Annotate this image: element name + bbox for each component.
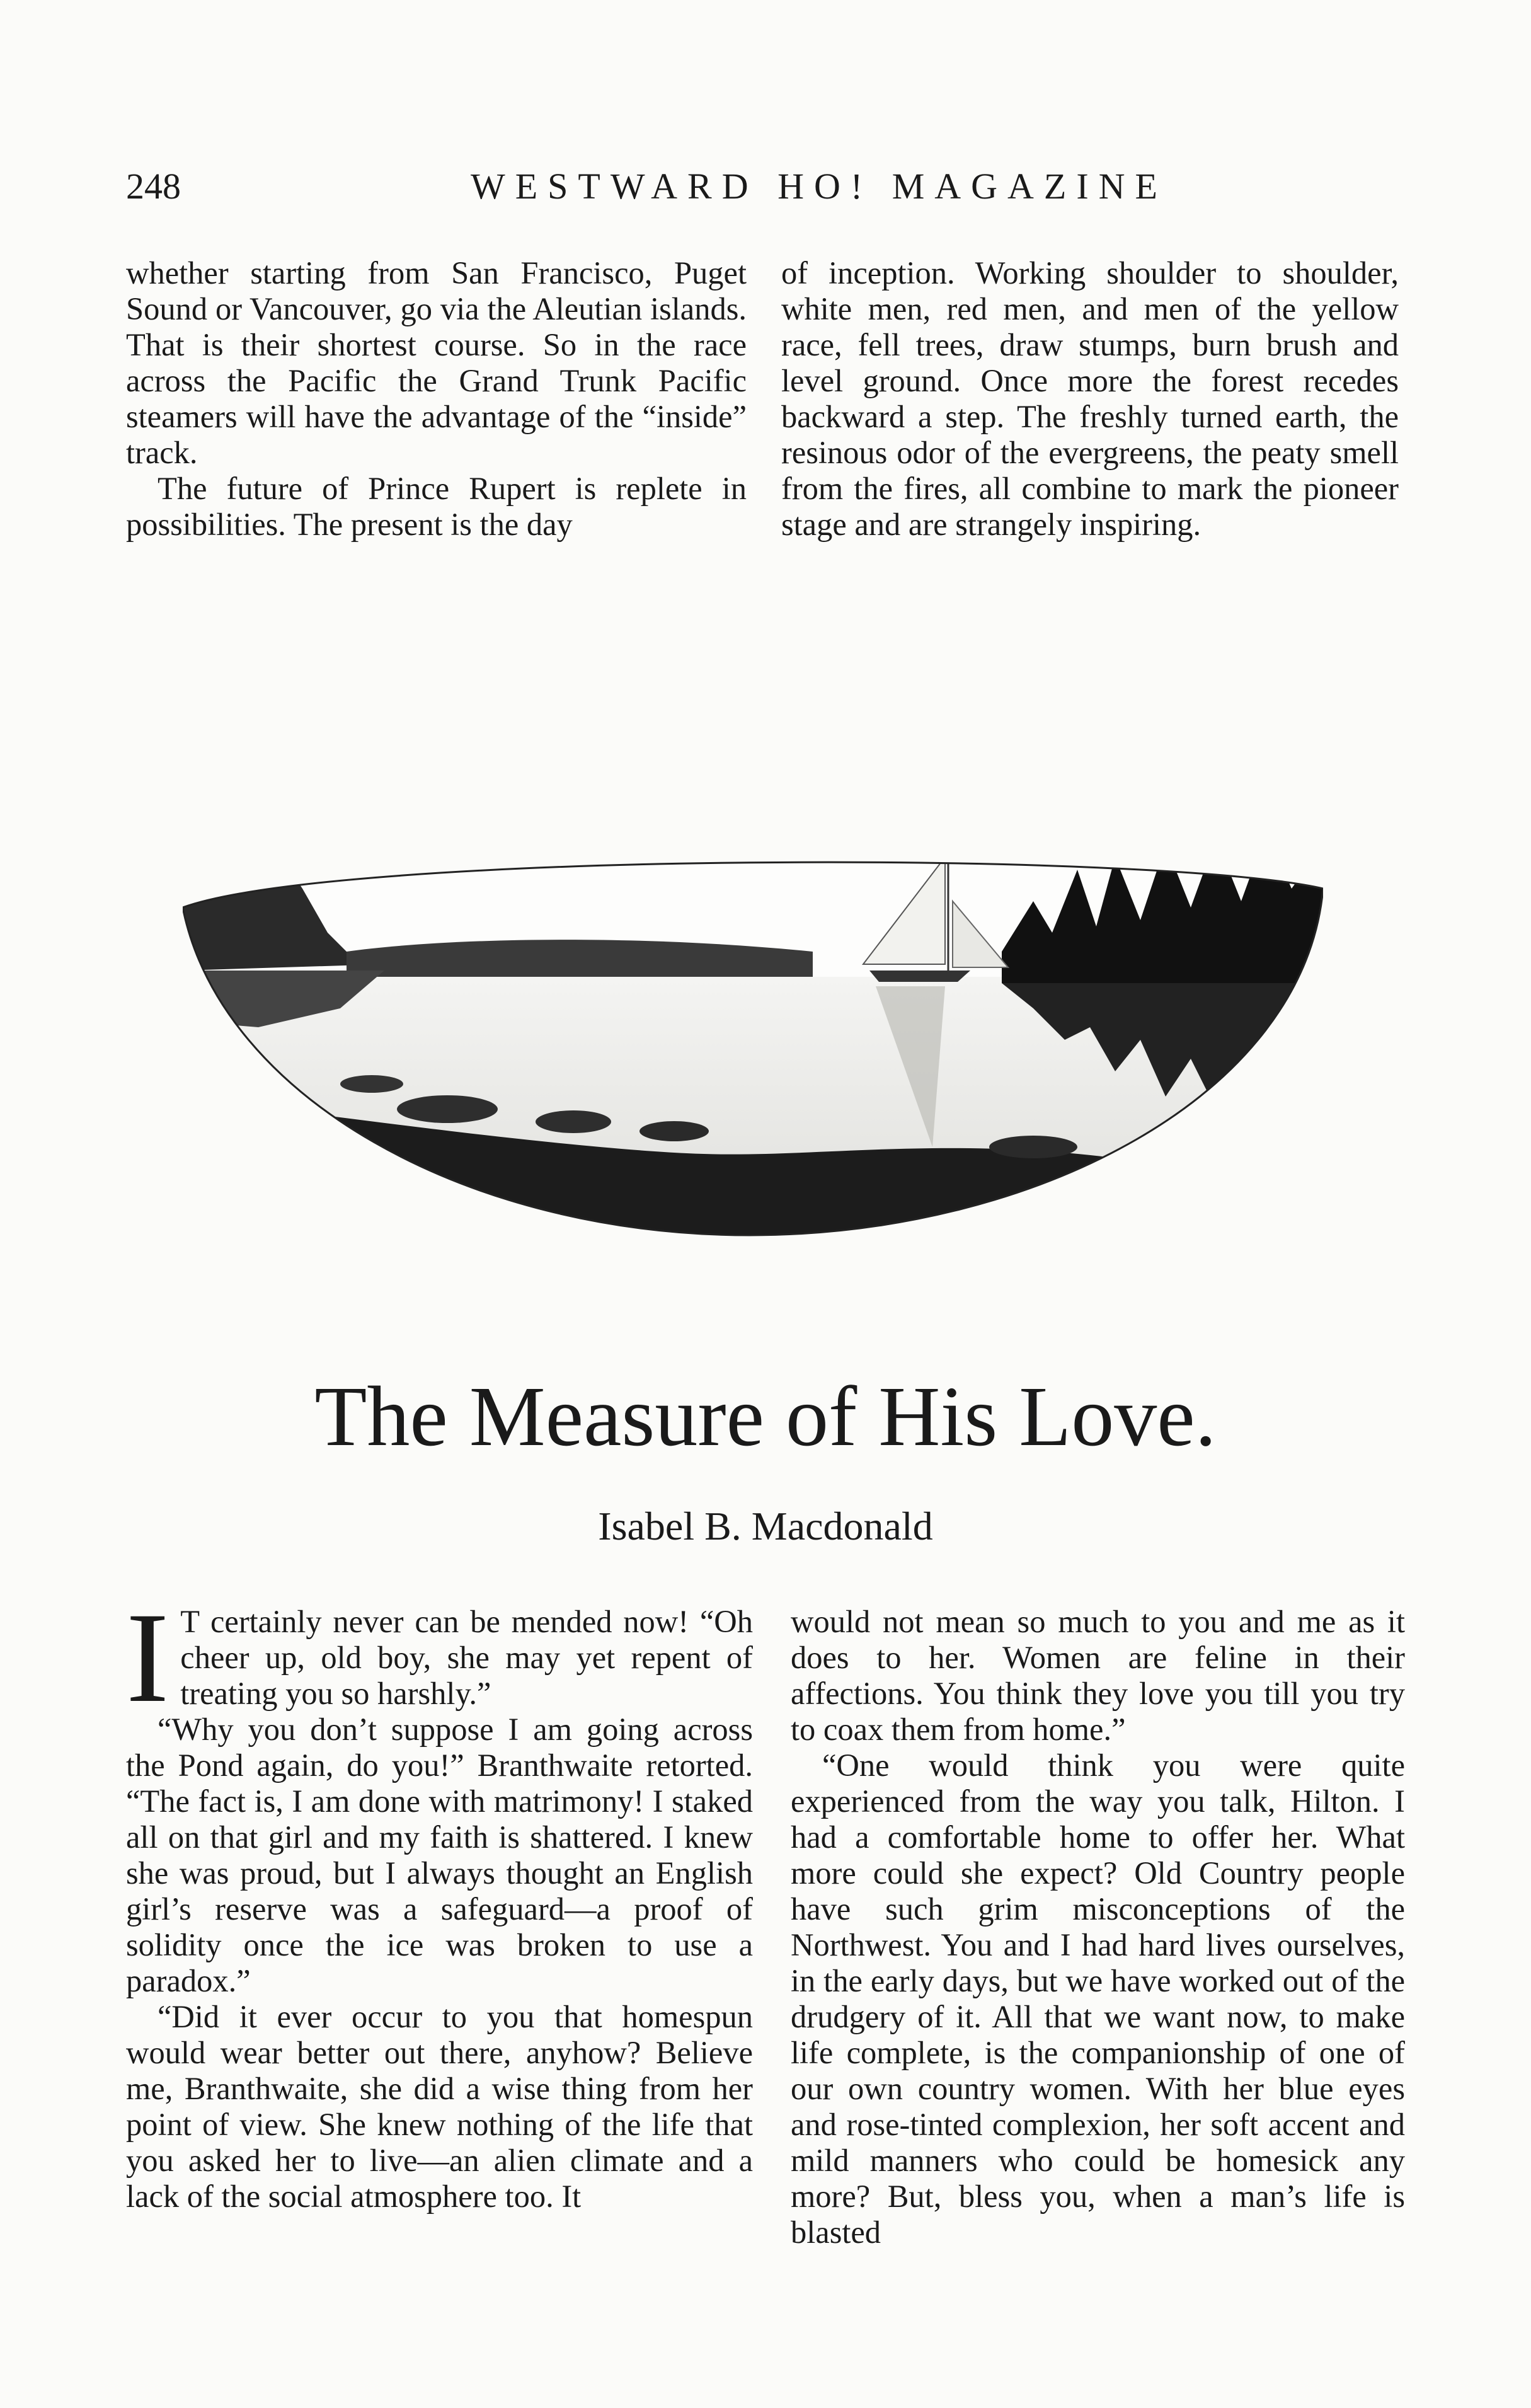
page-header [126,165,1405,216]
page-number: 248 [126,166,181,207]
top-left-column [126,255,747,543]
bottom-right-column [791,1604,1405,2250]
paragraph-text: T certainly never can be mended now! “Oh cheer up, old boy, she may yet repent of treating you so harshly.” [180,1604,753,1711]
paragraph: “One would think you were quite experienced from the way you talk, Hilton. I had a comfortable home to offer her. What more could she expect? Old Country people have such grim misconceptions of the Northwest. You and I had hard lives ourselves, in the early days, but we have worked out of the drudgery of it. All that we want now, to make life complete, is the companionship of one of our own country women. With her blue eyes and rose-tinted complexion, her soft accent and mild manners who could be homesick any more? But, bless you, when a man’s life is blasted [791,1748,1405,2250]
paragraph: “Did it ever occur to you that homespun would wear better out there, anyhow? Believe me, Branthwaite, she did a wise thing from her point of view. She knew nothing of the life that you asked her to live—an alien climate and a lack of the social atmosphere too. It [126,1999,753,2214]
lake-sailboat-illustration [183,744,1323,1286]
drop-cap: I [126,1586,169,1729]
article-author: Isabel B. Macdonald [598,1504,933,1548]
article-title: The Measure of His Love. [314,1369,1217,1464]
paragraph: “Why you don’t suppose I am going across the Pond again, do you!” Branthwaite retorted. “The fact is, I am done with matrimony! I staked all on that girl and my faith is shattered. I knew she was proud, but I always thought an English girl’s reserve was a safeguard—a proof of solidity once the ice was broken to use a paradox.” [126,1712,753,1998]
running-head: WESTWARD HO! MAGAZINE [470,166,1167,207]
top-right-column [781,255,1399,543]
paragraph: would not mean so much to you and me as it does to her. Women are feline in their affections. You think they love you till you try to coax them from home.” [791,1604,1405,1747]
paragraph: The future of Prince Rupert is replete in possibilities. The present is the day [126,471,747,542]
paragraph: whether starting from San Francisco, Puget Sound or Vancouver, go via the Aleutian islands. That is their shortest course. So in the race across the Pacific the Grand Trunk Pacific steamers will have the advantage of the “inside” track. [126,255,747,470]
paragraph: of inception. Working shoulder to shoulder, white men, red men, and men of the yellow race, fell trees, draw stumps, burn brush and level ground. Once more the forest recedes backward a step. The freshly turned earth, the resinous odor of the evergreens, the peaty smell from the fires, all combine to mark the pioneer stage and are strangely inspiring. [781,255,1399,542]
paragraph [126,1586,753,1729]
bottom-left-column [126,1586,753,2215]
